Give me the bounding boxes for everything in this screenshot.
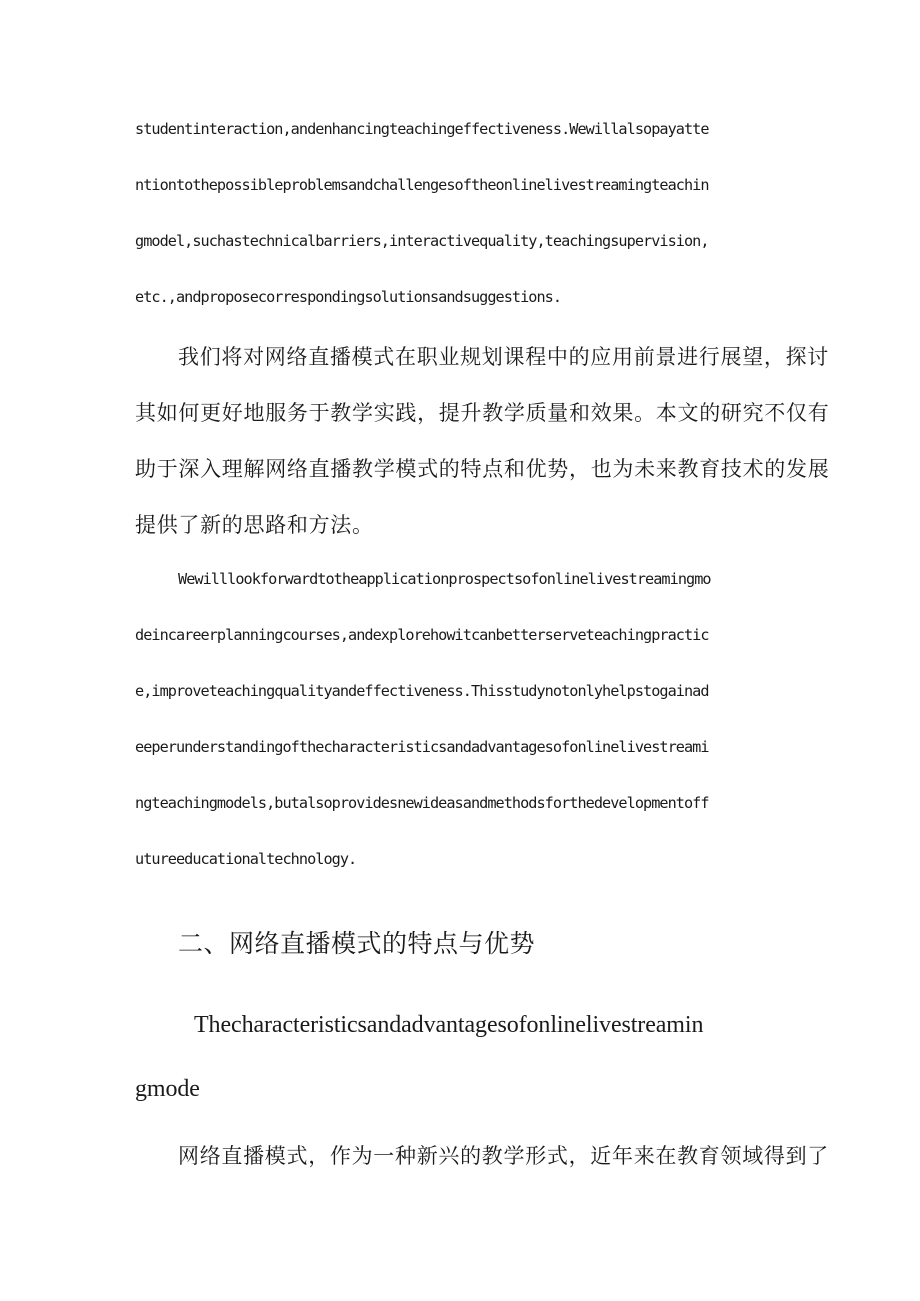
- heading-line: Thecharacteristicsandadvantagesofonlinelivestreamin: [194, 1012, 704, 1038]
- text-line: ntiontothepossibleproblemsandchallengesoftheonlinelivestreamingteachin: [135, 176, 709, 194]
- section-heading-chinese: 二、网络直播模式的特点与优势: [178, 929, 536, 958]
- heading-line: gmode: [135, 1076, 200, 1102]
- text-line: studentinteraction,andenhancingteachingeffectiveness.Wewillalsopayatte: [135, 120, 709, 138]
- text-line: eeperunderstandingofthecharacteristicsandadvantagesofonlinelivestreami: [135, 738, 709, 756]
- text-line: 网络直播模式，作为一种新兴的教学形式，近年来在教育领域得到了: [178, 1144, 829, 1168]
- text-line: etc.,andproposecorrespondingsolutionsandsuggestions.: [135, 288, 562, 306]
- text-line: 我们将对网络直播模式在职业规划课程中的应用前景进行展望，探讨: [178, 345, 829, 369]
- text-line: 其如何更好地服务于教学实践，提升教学质量和效果。本文的研究不仅有: [135, 401, 830, 425]
- text-line: Wewilllookforwardtotheapplicationprospectsofonlinelivestreamingmo: [178, 570, 711, 588]
- text-line: gmodel,suchastechnicalbarriers,interactivequality,teachingsupervision,: [135, 232, 709, 250]
- text-line: utureeducationaltechnology.: [135, 850, 357, 868]
- text-line: 助于深入理解网络直播教学模式的特点和优势，也为未来教育技术的发展: [135, 457, 830, 481]
- text-line: ngteachingmodels,butalsoprovidesnewideasandmethodsforthedevelopmentoff: [135, 794, 709, 812]
- text-line: e,improveteachingqualityandeffectiveness.Thisstudynotonlyhelpstogainad: [135, 682, 709, 700]
- text-line: deincareerplanningcourses,andexplorehowitcanbetterserveteachingpractic: [135, 626, 709, 644]
- text-line: 提供了新的思路和方法。: [135, 513, 374, 537]
